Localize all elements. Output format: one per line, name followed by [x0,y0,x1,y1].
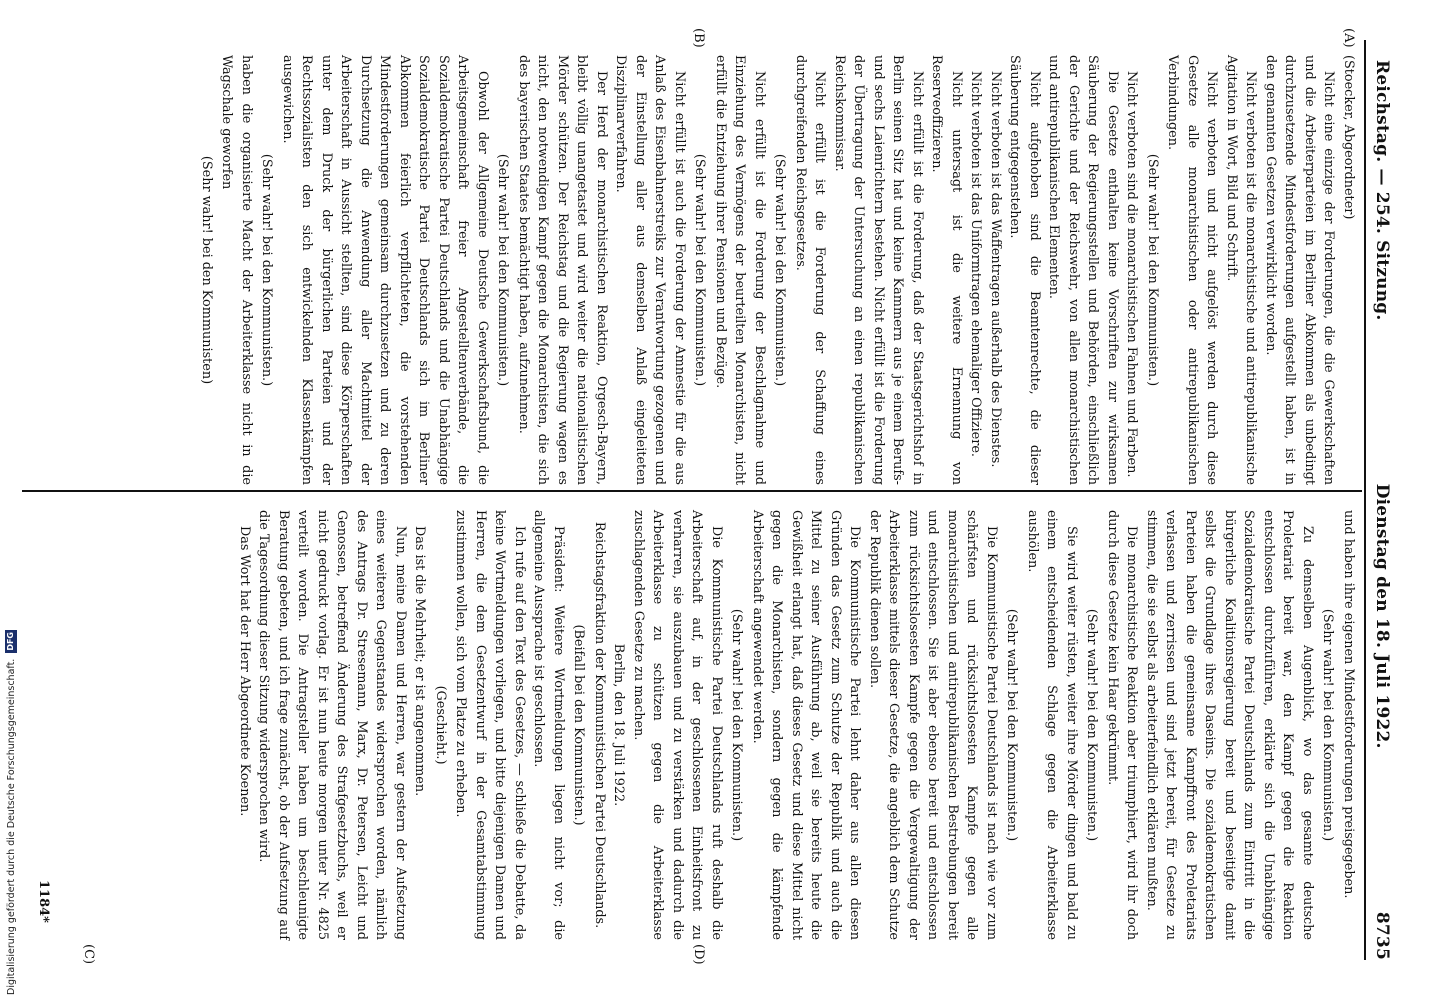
paragraph: Nicht verboten sind die monarchistischen Fahnen und Farben. [1124,71,1140,478]
interjection: (Sehr wahr! bei den Kommunisten.) [729,608,745,842]
paragraph: Die Kommunistische Partei Deutschlands ist nach wie vor zum schärfsten und rücksichtslosesten Kampfe gegen alle monarchistischen und antirepublikanischen Bestrebungen bereit und entschlossen. Sie ist aber ebenso bereit und entschlossen zum rücksichtslosesten Kampfe gegen die Vergewaltigung der Arbeiterklasse mittels dieser Gesetze, die angeblich dem Schutze der Republik dienen sollen. [867,510,999,940]
paragraph: und haben ihre eigenen Mindestforderungen preisgegeben. [1341,510,1356,899]
paragraph: Obwohl der Allgemeine Deutsche Gewerkschaftsbund, die Arbeitsgemeinschaft freier Angestelltenverbände, die Sozialdemokratische Partei Deutschlands und die Unabhängige Sozialdemokratische Partei Deutschlands sich im Berliner Abkommen feierlich verpflichteten, die vorstehenden Mindestforderungen gemeinsam durchzusetzen und zu deren Durchsetzung die Anwendung aller Machtmittel der Arbeiterschaft in Aussicht stellten, sind diese Körperschaften unter dem Druck der bürgerlichen Parteien und der Rechtssozialisten den sich entwickelnden Klassenkämpfen ausgewichen. [280,55,490,485]
credit-text: Digitalisierung gefördert durch die Deutsche Forschungsgemeinschaft. [5,658,17,995]
paragraph: Die Gesetze enthalten keine Vorschriften zur wirksamen Säuberung der Regierungsstellen und Behörden, einschließlich der Gerichte und der Reichswehr, von allen monarchistischen und antirepublikanischen Elementen. [1046,55,1120,485]
page-number: 8735 [1372,911,1392,960]
interjection: (Sehr wahr! bei den Kommunisten.) [772,153,788,387]
paragraph: Nicht verboten ist das Waffentragen außerhalb des Dienstes. [988,71,1003,468]
interjection: (Sehr wahr! bei den Kommunisten.) [1320,608,1336,842]
paragraph: (Stoecker, Abgeordneter) [1341,55,1356,220]
header-rule [1364,40,1366,960]
interjection: (Beifall bei den Kommunisten.) [571,624,587,826]
interjection: (Sehr wahr! bei den Kommunisten.) [1004,608,1020,842]
paragraph: Nicht eine einzige der Forderungen, die die Gewerkschaften und die Arbeiterparteien im Berliner Abkommen als unbedingt durchzusetzende Mindestforderungen aufgestellt haben, ist in den genannten Gesetzen verwirklicht worden. [1263,55,1337,485]
paragraph: haben die organisierte Macht der Arbeiterklasse nicht in die Wagschale geworfen [219,55,254,485]
right-column [235,510,1359,940]
paragraph: Zu demselben Augenblick, wo das gesamte deutsche Proletariat bereit war, den Kampf gegen die Reaktion entschlossen durchzuführen, erklärte sich die Unabhängige Sozialdemokratische Partei Deutschlands zum Eintritt in die bürgerliche Koalitionsregierung bereit und beseitigte damit selbst die Grundlage ihres Daseins. Die sozialdemokratischen Parteien haben die gemeinsame Kampffront des Proletariats verlassen und zerrissen und sind jetzt bereit, für Gesetze zu stimmen, die sie selbst als arbeiterfeindlich erklären mußten. [1144,510,1315,940]
paragraph: Nicht verboten ist das Uniformtragen ehemaliger Offiziere. [968,71,984,457]
paragraph: Nicht verboten und nicht aufgelöst werden durch diese Gesetze alle monarchistischen oder antirepublikanischen Verbindungen. [1165,55,1220,485]
interjection: (Sehr wahr! bei den Kommunisten.) [1145,153,1160,387]
left-column [196,55,1359,485]
paragraph: Die monarchistische Reaktion aber triumphiert, wird ihr doch durch diese Gesetze kein Haar gekrümmt. [1105,510,1140,940]
page-footnote: 1184* [36,880,51,923]
paragraph: Nicht erfüllt ist auch die Forderung der Amnestie für die aus Anlaß des Eisenbahnerstreiks zur Verantwortung gezogenen und der Einstellung aller aus demselben Anlaß eingeleiteten Disziplinarverfahren. [613,55,687,485]
running-head [1368,60,1396,960]
interjection: (Sehr wahr! bei den Kommunisten.) [495,153,511,387]
running-head-left: Reichstag. — 254. Sitzung. [1372,60,1392,321]
interjection: (Geschieht.) [433,685,448,765]
margin-letter-c: (C) [81,944,96,965]
interjection: (Sehr wahr! bei den Kommunisten.) [692,153,708,387]
paragraph: Die Kommunistische Partei lehnt daher aus allen diesen Gründen das Gesetz zum Schutze der Republik und auch die Mittel zu seiner Ausführung ab, weil sie bereits heute die Gewißheit erlangt hat, daß dieses Gesetz und diese Mittel nicht gegen die Monarchisten, sondern gegen die kämpfende Arbeiterschaft angewendet werden. [750,510,863,940]
paragraph: Präsident: Weitere Wortmeldungen liegen nicht vor; die allgemeine Aussprache ist geschlossen. [531,510,566,940]
margin-letter-b: (B) [691,28,706,48]
paragraph: Der Herd der monarchistischen Reaktion, Orgesch-Bayern, bleibt völlig unangetastet und wird weiter die nationalistischen Mörder schützen. Der Reichstag und die Regierung wagen es nicht, den notwendigen Kampf gegen die Monarchisten, die sich des bayerischen Staates bemächtigt haben, aufzunehmen. [516,55,609,485]
paragraph: Nicht erfüllt ist die Forderung der Schaffung eines durchgreifenden Reichsgesetzes. [793,55,828,485]
paragraph: Nicht erfüllt ist die Forderung der Beschlagnahme und Einziehung des Vermögens der beurteilten Monarchisten, nicht erfüllt die Entziehung ihrer Pensionen und Bezüge. [713,55,767,485]
paragraph: Reichstagsfraktion der Kommunistischen Partei Deutschlands. [592,521,607,929]
dfg-logo: DFG [6,632,15,651]
paragraph: Nun, meine Damen und Herren, war gestern der Aufsetzung eines weiteren Gegenstandes widersprochen worden, nämlich des Antrags Dr. Stresemann, Marx, Dr. Petersen, Leicht und Genossen, betreffend Änderung des Strafgesetzbuchs, weil er nicht gedruckt vorlag. Er ist nun heute morgen unter Nr. 4825 verteilt worden. Die Antragsteller haben um beschleunigte Beratung gebeten, und ich frage zunächst, ob der Aufsetzung auf die Tagesordnung dieser Sitzung widersprochen wird. [256,510,408,940]
digitization-credit [4,0,18,995]
paragraph: Nicht aufgehoben sind die Beamtenrechte, die dieser Säuberung entgegenstehen. [1007,55,1042,485]
paragraph: Nicht verboten ist die monarchistische und antirepublikanische Agitation in Wort, Bild und Schrift. [1224,55,1259,485]
paragraph: Ich rufe auf den Text des Gesetzes, — schließe die Debatte, da keine Wortmeldungen vorliegen, und bitte diejenigen Damen und Herren, die dem Gesetzentwurf in der Gesamtabstimmung zustimmen wollen, sich vom Platze zu erheben. [453,510,527,940]
margin-letter-a: (A) [1341,28,1356,48]
paragraph: Nicht erfüllt ist die Forderung, daß der Staatsgerichtshof in Berlin seinen Sitz hat und keine Kammern aus je einem Berufs- und sechs Laienrichtern bestehen. Nicht erfüllt ist die Forderung der Übertragung der Untersuchung an einen republikanischen Reichskommissar. [832,55,925,485]
column-divider [22,490,1362,492]
paragraph: Das Wort hat der Herr Abgeordnete Koenen. [237,526,252,817]
paragraph: Die Kommunistische Partei Deutschlands ruft deshalb die Arbeiterschaft auf, in der geschlossenen Einheitsfront zu verharren, sie auszubauen und zu verstärken und dadurch die Arbeiterklasse zu schützen gegen die Arbeiterklasse zuschlagenden Gesetze zu machen. [631,510,724,940]
margin-letter-d: (D) [691,944,706,965]
interjection: (Sehr wahr! bei den Kommunisten) [199,155,214,385]
interjection: (Sehr wahr! bei den Kommunisten.) [259,153,275,387]
running-head-date: Dienstag den 18. Juli 1922. [1372,483,1392,749]
paragraph: Nicht untersagt ist die weitere Ernennung von Reserveoffizieren. [929,55,964,485]
paragraph: Das ist die Mehrheit; er ist angenommen. [412,526,428,797]
rotated-document-page [6,0,1406,980]
paragraph: Sie wird weiter rüsten, weiter ihre Mörder dingen und bald zu einem entscheidenden Schlage gegen die Arbeiterklasse aushölen. [1025,510,1079,940]
interjection: (Sehr wahr! bei den Kommunisten.) [1084,608,1100,842]
paragraph: Berlin, den 18. Juli 1922. [611,643,627,807]
